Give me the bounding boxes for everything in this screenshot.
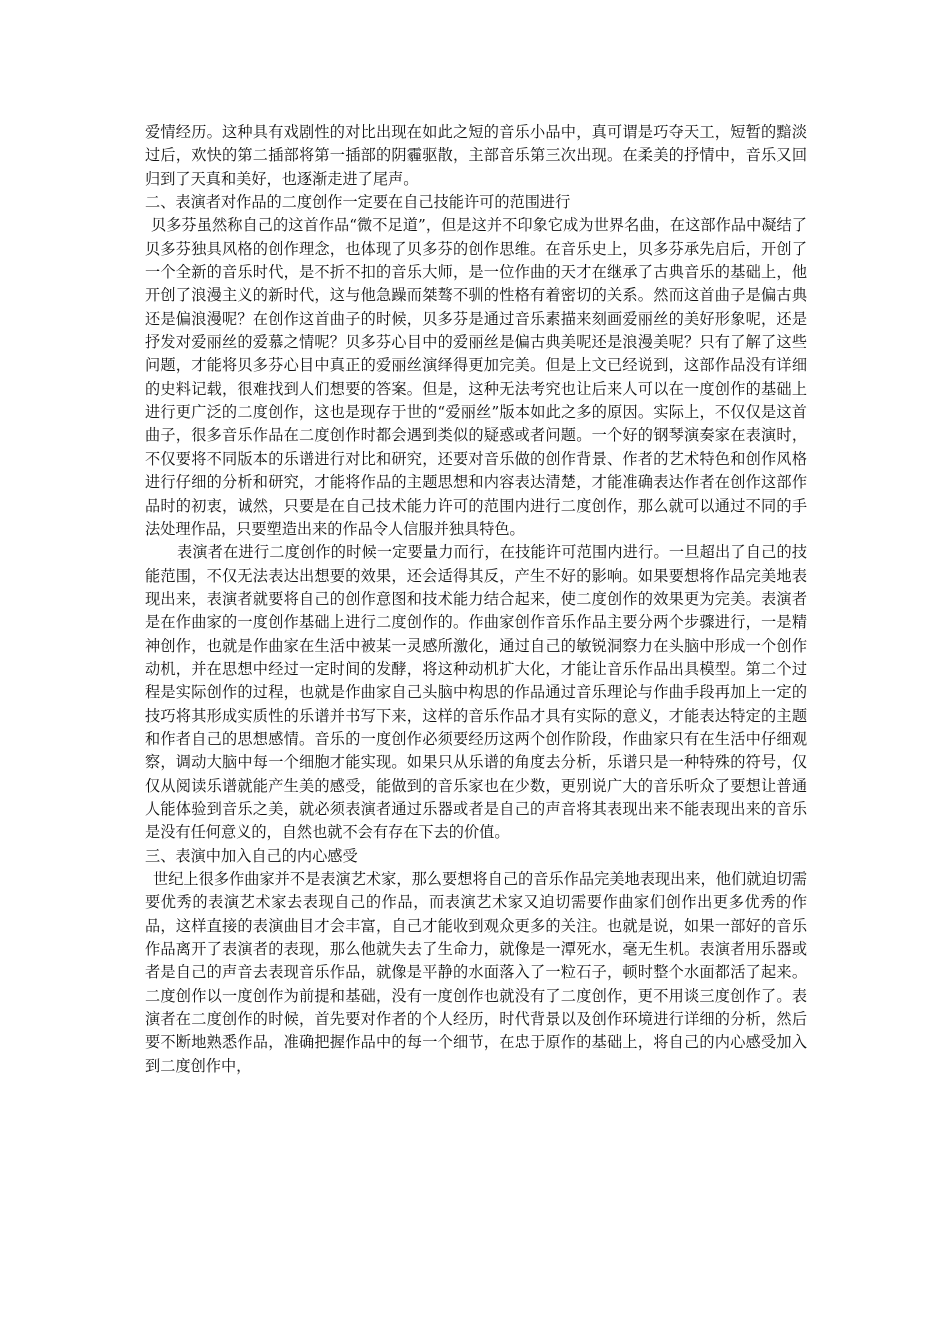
paragraph-continuation: 爱情经历。这种具有戏剧性的对比出现在如此之短的音乐小品中，真可谓是巧夺天工，短暂的黯淡过后，欢快的第二插部将第一插部的阴霾驱散，主部音乐第三次出现。在柔美的抒情中，音乐又回归到了天真和美好，也逐渐走进了尾声。 (145, 123, 807, 188)
paragraph-beethoven-creation: 贝多芬虽然称自己的这首作品“微不足道”，但是这并不印象它成为世界名曲，在这部作品中凝结了贝多芬独具风格的创作理念，也体现了贝多芬的创作思维。在音乐史上，贝多芬承先启后，开创了一个全新的音乐时代，是不折不扣的音乐大师，是一位作曲的天才在继承了古典音乐的基础上，他开创了浪漫主义的新时代，这与他急躁而桀骜不驯的性格有着密切的关系。然而这首曲子是偏古典还是偏浪漫呢？在创作这首曲子的时候，贝多芬是通过音乐素描来刻画爱丽丝的美好形象呢，还是抒发对爱丽丝的爱慕之情呢？贝多芬心目中的爱丽丝是偏古典美呢还是浪漫美呢？只有了解了这些问题，才能将贝多芬心目中真正的爱丽丝演绎得更加完美。但是上文已经说到，这部作品没有详细的史料记载，很难找到人们想要的答案。但是，这种无法考究也让后来人可以在一度创作的基础上进行更广泛的二度创作，这也是现存于世的“爱丽丝”版本如此之多的原因。实际上，不仅仅是这首曲子，很多音乐作品在二度创作时都会遇到类似的疑惑或者问题。一个好的钢琴演奏家在表演时，不仅要将不同版本的乐谱进行对比和研究，还要对音乐做的创作背景、作者的艺术特色和创作风格进行仔细的分析和研究，才能将作品的主题思想和内容表达清楚，才能准确表达作者在创作这部作品时的初衷，诚然，只要是在自己技术能力许可的范围内进行二度创作，那么就可以通过不同的手法处理作品，只要塑造出来的作品令人信服并独具特色。 (145, 216, 807, 538)
document-page (145, 121, 807, 1078)
section-heading-2: 二、表演者对作品的二度创作一定要在自己技能许可的范围进行 (145, 193, 571, 212)
paragraph-performer-skill: 表演者在进行二度创作的时候一定要量力而行，在技能许可范围内进行。一旦超出了自己的技能范围，不仅无法表达出想要的效果，还会适得其反，产生不好的影响。如果要想将作品完美地表现出来，表演者就要将自己的创作意图和技术能力结合起来，使二度创作的效果更为完美。表演者是在作曲家的一度创作基础上进行二度创作的。作曲家创作音乐作品主要分两个步骤进行，一是精神创作，也就是作曲家在生活中被某一灵感所激化，通过自己的敏锐洞察力在头脑中形成一个创作动机，并在思想中经过一定时间的发酵，将这种动机扩大化，才能让音乐作品出具模型。第二个过程是实际创作的过程，也就是作曲家自己头脑中构思的作品通过音乐理论与作曲手段再加上一定的技巧将其形成实质性的乐谱并书写下来，这样的音乐作品才具有实际的意义，才能表达特定的主题和作者自己的思想感情。音乐的一度创作必须要经历这两个创作阶段，作曲家只有在生活中仔细观察，调动大脑中每一个细胞才能实现。如果只从乐谱的角度去分析，乐谱只是一种特殊的符号，仅仅从阅读乐谱就能产生美的感受，能做到的音乐家也在少数，更别说广大的音乐听众了要想让普通人能体验到音乐之美，就必须表演者通过乐器或者是自己的声音将其表现出来不能表现出来的音乐是没有任何意义的，自然也就不会有存在下去的价值。 (145, 543, 807, 842)
section-heading-3: 三、表演中加入自己的内心感受 (145, 846, 358, 865)
paragraph-inner-feeling: 世纪上很多作曲家并不是表演艺术家，那么要想将自己的音乐作品完美地表现出来，他们就迫切需要优秀的表演艺术家去表现自己的作品，而表演艺术家又迫切需要作曲家们创作出更多优秀的作品，这样直接的表演曲目才会丰富，自己才能收到观众更多的关注。也就是说，如果一部好的音乐作品离开了表演者的表现，那么他就失去了生命力，就像是一潭死水，毫无生机。表演者用乐器或者是自己的声音去表现音乐作品，就像是平静的水面落入了一粒石子，顿时整个水面都活了起来。二度创作以一度创作为前提和基础，没有一度创作也就没有了二度创作，更不用谈三度创作了。表演者在二度创作的时候，首先要对作者的个人经历，时代背景以及创作环境进行详细的分析，然后要不断地熟悉作品，准确把握作品中的每一个细节，在忠于原作的基础上，将自己的内心感受加入到二度创作中， (145, 870, 807, 1075)
